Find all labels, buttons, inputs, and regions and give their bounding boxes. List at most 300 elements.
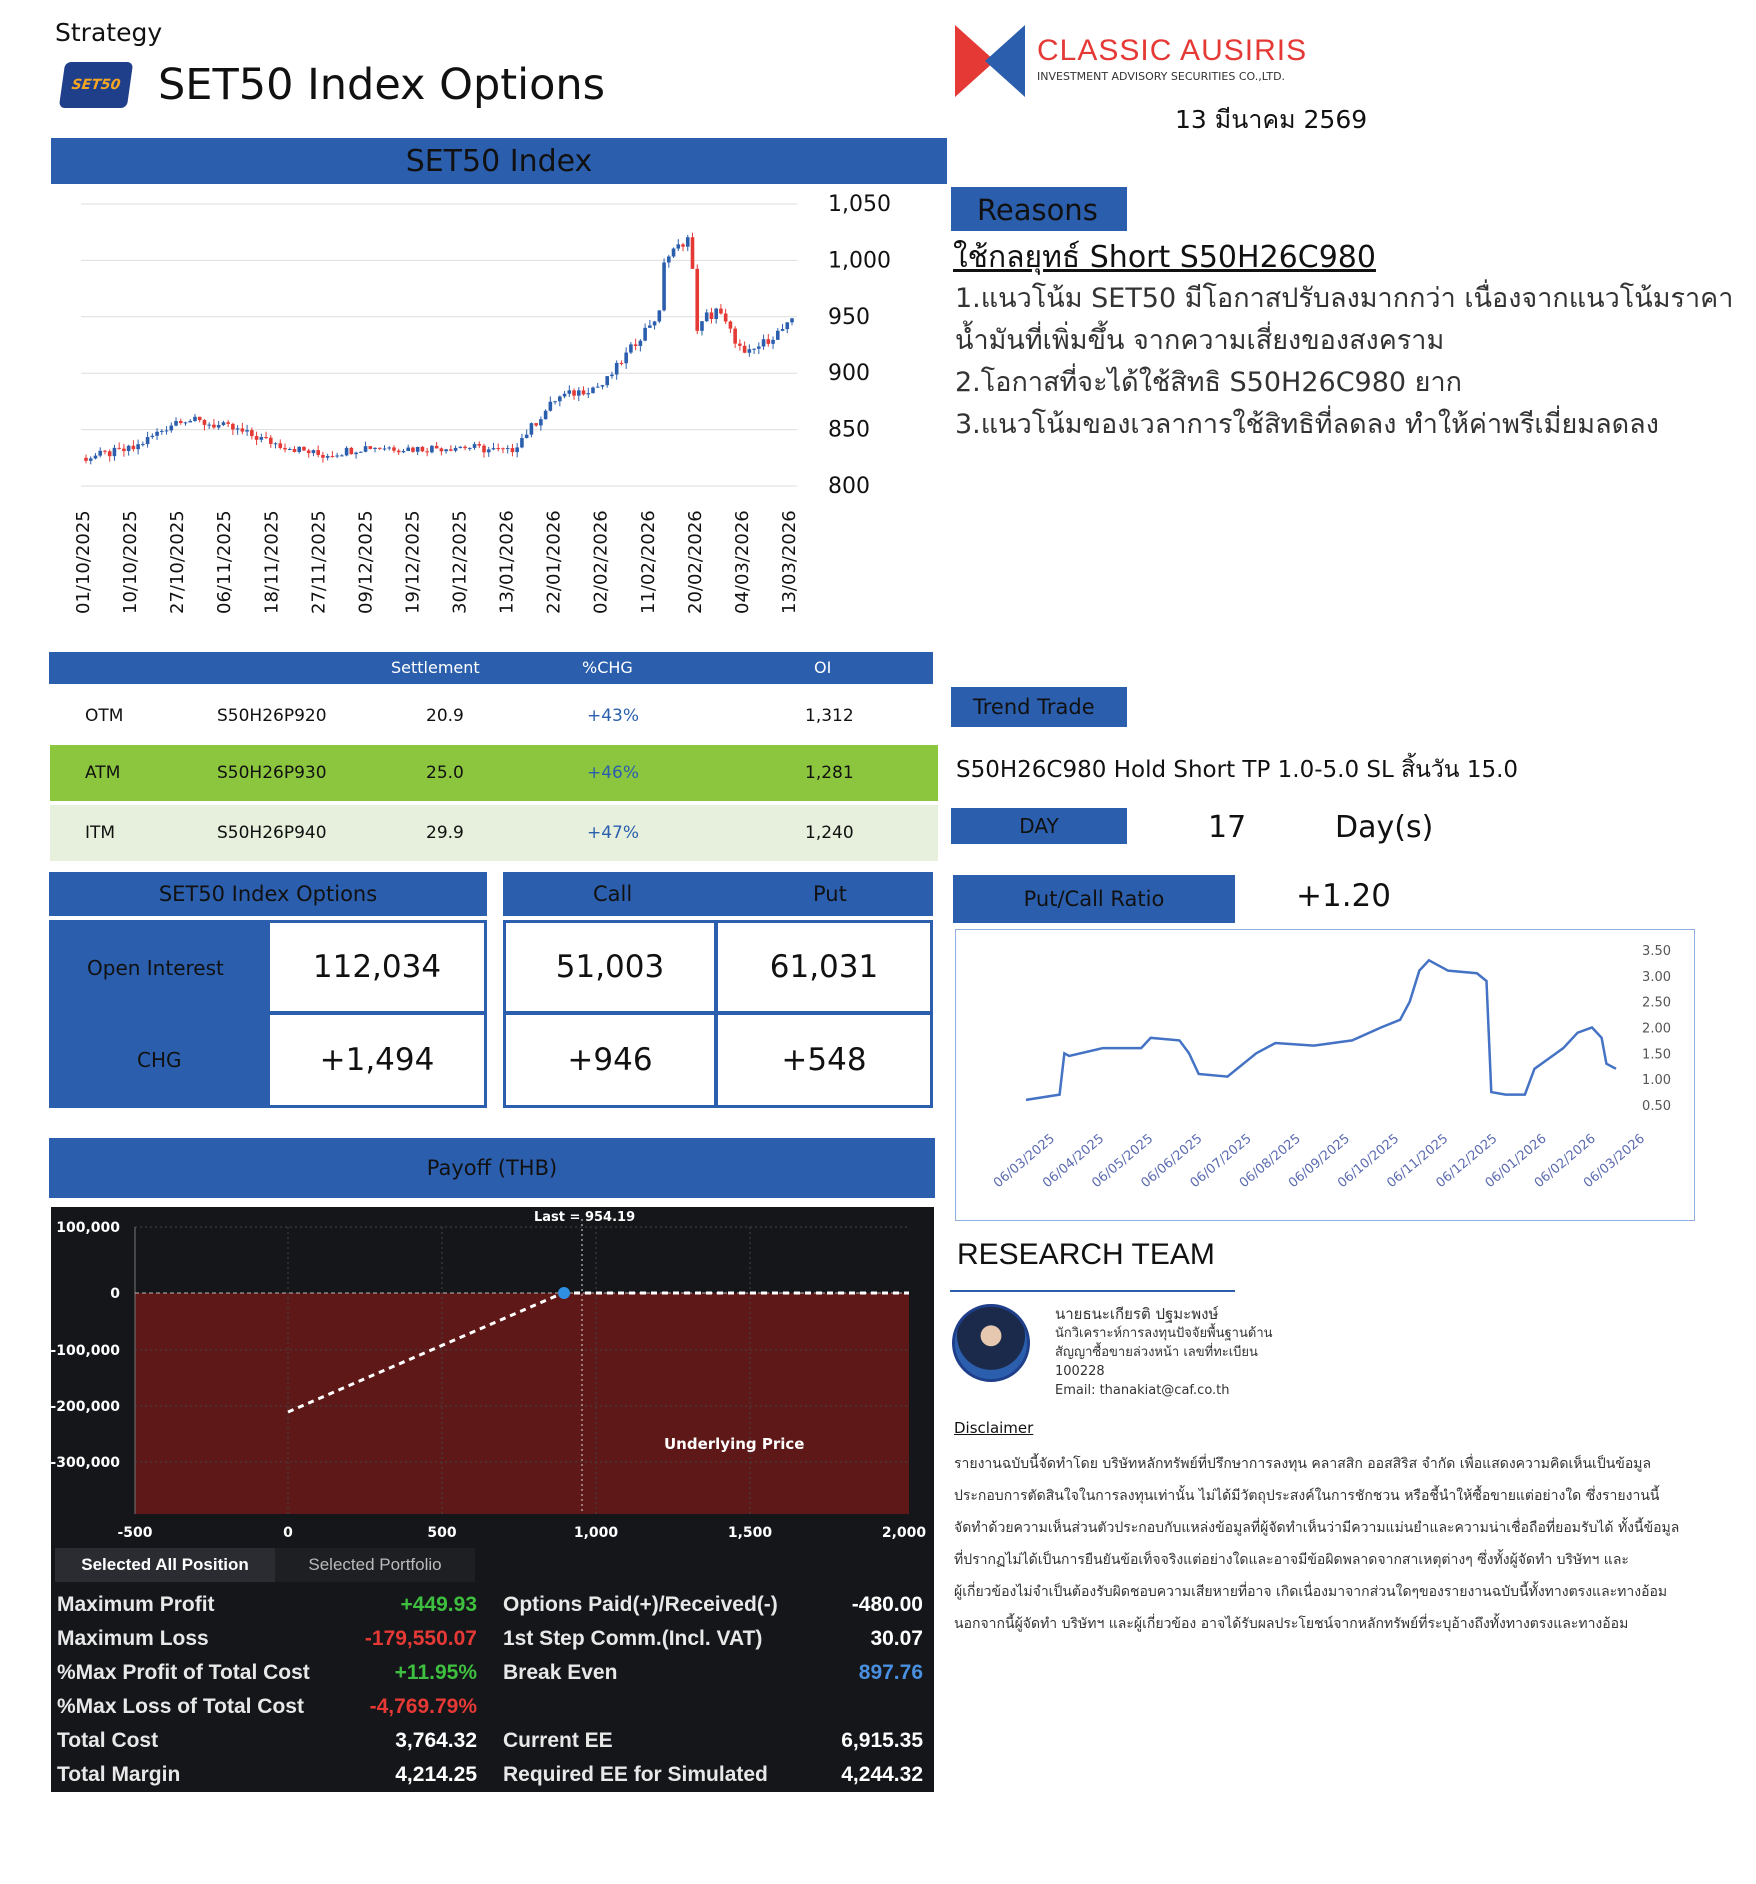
index-ytick: 900 bbox=[828, 361, 870, 387]
index-candle bbox=[193, 417, 197, 421]
index-candle bbox=[463, 447, 467, 448]
pcr-xtick: 06/08/2025 bbox=[1236, 1131, 1304, 1192]
index-candle bbox=[383, 448, 387, 449]
call-label: Call bbox=[593, 882, 633, 906]
index-candle bbox=[350, 448, 354, 454]
index-candle bbox=[762, 339, 766, 346]
call-chg-value: +946 bbox=[503, 1012, 717, 1108]
index-candle bbox=[648, 325, 652, 327]
page-title: SET50 Index Options bbox=[158, 60, 606, 110]
payoff-ytick: -300,000 bbox=[51, 1455, 120, 1471]
payoff-ytick: 100,000 bbox=[56, 1220, 120, 1236]
index-candle bbox=[610, 375, 614, 377]
open-interest-label: Open Interest bbox=[87, 956, 224, 980]
index-candle bbox=[160, 431, 164, 432]
index-candle bbox=[122, 449, 126, 451]
total-oi-chg-value: +1,494 bbox=[267, 1012, 487, 1108]
reasons-title: Reasons bbox=[977, 193, 1098, 227]
payoff-ytick: -200,000 bbox=[51, 1399, 120, 1415]
analyst-reg: 100228 bbox=[1055, 1364, 1105, 1379]
index-candle bbox=[250, 430, 254, 436]
payoff-stat-value: +449.93 bbox=[400, 1593, 477, 1616]
payoff-xtick: 2,000 bbox=[881, 1525, 927, 1541]
index-candle bbox=[643, 328, 647, 341]
index-candle bbox=[435, 446, 439, 449]
index-candle bbox=[335, 455, 339, 456]
index-candle bbox=[492, 448, 496, 449]
oi-section-title: SET50 Index Options bbox=[158, 882, 378, 906]
index-candle bbox=[444, 449, 448, 451]
index-candle bbox=[421, 447, 425, 451]
index-candle bbox=[738, 344, 742, 346]
index-candle bbox=[359, 452, 363, 453]
index-candle bbox=[634, 344, 638, 346]
index-candle bbox=[515, 447, 519, 452]
index-candle bbox=[174, 421, 178, 426]
payoff-stat-label: Current EE bbox=[503, 1729, 613, 1752]
analyst-email: Email: thanakiat@caf.co.th bbox=[1055, 1383, 1230, 1398]
index-candle bbox=[790, 318, 794, 322]
index-candle bbox=[241, 428, 245, 431]
pcr-xtick: 06/05/2025 bbox=[1089, 1131, 1157, 1192]
index-candle bbox=[364, 446, 368, 452]
index-xtick: 10/10/2025 bbox=[120, 510, 142, 614]
index-candle bbox=[482, 446, 486, 453]
analyst-name: นายธนะเกียรติ ปฐมะพงษ์ bbox=[1055, 1305, 1219, 1323]
index-candle bbox=[94, 456, 98, 459]
index-candle bbox=[549, 402, 553, 411]
index-candle bbox=[184, 422, 188, 423]
index-candle bbox=[724, 314, 728, 322]
index-candle bbox=[748, 349, 752, 353]
pcr-xtick: 06/06/2025 bbox=[1138, 1131, 1206, 1192]
company-name: CLASSIC AUSIRIS bbox=[1037, 34, 1308, 67]
index-candle bbox=[127, 446, 131, 451]
col-settlement: Settlement bbox=[391, 658, 480, 677]
index-candle bbox=[179, 421, 183, 423]
company-subtitle: INVESTMENT ADVISORY SECURITIES CO.,LTD. bbox=[1037, 70, 1286, 83]
index-candle bbox=[169, 426, 173, 431]
index-candle bbox=[108, 451, 112, 456]
index-candle bbox=[236, 428, 240, 429]
disclaimer-line: รายงานฉบับนี้จัดทำโดย บริษัทหลักทรัพย์ที่ปรึกษาการลงทุน คลาสสิก ออสสิริส จำกัด เพื่อแสดงความคิดเห็นเป็นข้อมูล bbox=[954, 1456, 1652, 1472]
index-candle bbox=[113, 448, 117, 456]
index-candle bbox=[245, 430, 249, 431]
index-candle bbox=[207, 425, 211, 426]
research-divider bbox=[950, 1290, 1235, 1292]
index-candle bbox=[217, 425, 221, 427]
index-candle bbox=[226, 422, 230, 424]
reason-line: 3.แนวโน้มของเวลาการใช้สิทธิที่ลดลง ทำให้ค่าพรีเมี่ยมลดลง bbox=[955, 409, 1659, 440]
index-candle bbox=[506, 448, 510, 449]
reason-line: 2.โอกาสที่จะได้ใช้สิทธิ S50H26C980 ยาก bbox=[955, 367, 1463, 398]
trend-trade-header bbox=[951, 687, 1127, 727]
index-candle bbox=[662, 262, 666, 310]
index-candle bbox=[297, 447, 301, 452]
index-candle bbox=[255, 436, 259, 440]
index-xtick: 01/10/2025 bbox=[73, 510, 94, 614]
payoff-stat-label: Break Even bbox=[503, 1661, 618, 1684]
index-xtick: 11/02/2026 bbox=[637, 510, 659, 614]
index-candle bbox=[312, 450, 316, 453]
payoff-stat-label: %Max Profit of Total Cost bbox=[57, 1661, 310, 1684]
index-xtick: 02/02/2026 bbox=[590, 510, 612, 614]
index-xtick: 27/10/2025 bbox=[167, 510, 189, 614]
row-label: ITM bbox=[85, 823, 116, 843]
index-candle bbox=[440, 448, 444, 451]
pcr-xtick: 06/12/2025 bbox=[1433, 1131, 1501, 1192]
index-candle bbox=[293, 449, 297, 452]
payoff-stat-value: -179,550.07 bbox=[364, 1627, 477, 1650]
row-series: S50H26P930 bbox=[217, 763, 327, 783]
payoff-xtick: 500 bbox=[427, 1525, 457, 1541]
payoff-title: Payoff (THB) bbox=[426, 1156, 558, 1180]
index-ytick: 850 bbox=[828, 417, 870, 443]
index-candle bbox=[278, 443, 282, 448]
set50-index-chart bbox=[51, 184, 951, 634]
payoff-stat-value: +11.95% bbox=[394, 1661, 477, 1684]
index-candle bbox=[757, 346, 761, 348]
index-candle bbox=[487, 449, 491, 452]
index-candle bbox=[468, 448, 472, 449]
disclaimer-line: จัดทำด้วยความเห็นส่วนตัวประกอบกับแหล่งข้อมูลที่ผู้จัดทำเห็นว่ามีความแม่นยำและความน่าเชื่อถือที่ยอมรับได้ ทั้งนี้ข้อมูล bbox=[954, 1520, 1680, 1536]
index-candle bbox=[425, 451, 429, 452]
payoff-stat-label: %Max Loss of Total Cost bbox=[57, 1695, 304, 1718]
row-settlement: 25.0 bbox=[426, 763, 464, 783]
days-value: 17 bbox=[1208, 810, 1247, 845]
payoff-stat-label: 1st Step Comm.(Incl. VAT) bbox=[503, 1627, 763, 1650]
research-team-title: RESEARCH TEAM bbox=[957, 1238, 1215, 1271]
pcr-xtick: 06/09/2025 bbox=[1285, 1131, 1353, 1192]
disclaimer-line: ประกอบการตัดสินใจในการลงทุนเท่านั้น ไม่ได้มีวัตถุประสงค์ในการชักชวน หรือชี้นำให้ซื้อขายแต่อย่างใด ซึ่งรายงานนี้ bbox=[954, 1488, 1660, 1504]
index-candle bbox=[577, 390, 581, 395]
index-candle bbox=[496, 448, 500, 449]
reason-line: 1.แนวโน้ม SET50 มีโอกาสปรับลงมากกว่า เนื่องจากแนวโน้มราคา bbox=[955, 283, 1734, 314]
index-candle bbox=[553, 401, 557, 402]
index-candle bbox=[274, 443, 278, 444]
index-candle bbox=[743, 346, 747, 353]
payoff-chart bbox=[51, 1207, 934, 1577]
index-candle bbox=[117, 448, 121, 449]
tab-label: Selected Portfolio bbox=[308, 1555, 442, 1574]
index-ytick: 1,050 bbox=[828, 192, 891, 217]
index-candle bbox=[264, 437, 268, 438]
index-candle bbox=[449, 449, 453, 450]
payoff-stat-label: Total Margin bbox=[57, 1763, 181, 1786]
payoff-stat-value: -480.00 bbox=[851, 1593, 923, 1616]
row-series: S50H26P940 bbox=[217, 823, 327, 843]
index-candle bbox=[326, 456, 330, 458]
row-label: OTM bbox=[85, 706, 124, 726]
index-candle bbox=[477, 444, 481, 446]
index-candle bbox=[141, 444, 145, 445]
pcr-xtick: 06/03/2025 bbox=[990, 1131, 1058, 1192]
payoff-xtick: -500 bbox=[117, 1525, 153, 1541]
trend-trade-text: S50H26C980 Hold Short TP 1.0-5.0 SL สิ้นวัน 15.0 bbox=[956, 757, 1519, 783]
index-candle bbox=[307, 450, 311, 453]
index-candle bbox=[601, 385, 605, 386]
index-candle bbox=[691, 237, 695, 269]
index-candle bbox=[373, 448, 377, 449]
index-candle bbox=[354, 453, 358, 455]
index-xtick: 13/03/2026 bbox=[779, 510, 800, 614]
payoff-xtick: 1,000 bbox=[573, 1525, 619, 1541]
row-oi: 1,240 bbox=[805, 823, 854, 843]
index-candle bbox=[596, 387, 600, 388]
index-candle bbox=[539, 419, 543, 425]
index-candle bbox=[676, 244, 680, 248]
put-chg-value: +548 bbox=[715, 1012, 933, 1108]
index-candle bbox=[767, 339, 771, 344]
disclaimer-line: นอกจากนี้ผู้จัดทำ บริษัทฯ และผู้เกี่ยวข้อง อาจได้รับผลประโยชน์จากหลักทรัพย์ที่ระบุอ้างถึงทั้งทางตรงและทางอ้อม bbox=[954, 1616, 1629, 1632]
payoff-stat-value: 3,764.32 bbox=[395, 1729, 477, 1752]
day-header bbox=[951, 808, 1127, 844]
payoff-stat-label: Options Paid(+)/Received(-) bbox=[503, 1593, 778, 1616]
index-candle bbox=[430, 446, 434, 452]
index-candle bbox=[411, 448, 415, 452]
index-candle bbox=[89, 458, 93, 460]
pcr-ytick: 1.50 bbox=[1642, 1047, 1671, 1063]
index-candle bbox=[98, 451, 102, 456]
index-candle bbox=[212, 425, 216, 428]
row-settlement: 29.9 bbox=[426, 823, 464, 843]
trend-trade-title: Trend Trade bbox=[973, 695, 1095, 719]
index-xtick: 27/11/2025 bbox=[308, 510, 330, 614]
oi-label-column bbox=[49, 920, 269, 1108]
index-candle bbox=[586, 393, 590, 394]
index-candle bbox=[705, 312, 709, 321]
row-chg: +43% bbox=[587, 706, 640, 726]
row-series: S50H26P920 bbox=[217, 706, 327, 726]
index-candle bbox=[260, 437, 264, 440]
index-candle bbox=[155, 432, 159, 436]
index-candle bbox=[501, 448, 505, 449]
index-candle bbox=[454, 448, 458, 451]
tab-label: Selected All Position bbox=[81, 1555, 249, 1574]
disclaimer-line: ที่ปรากฏไม่ได้เป็นการยืนยันข้อเท็จจริงแต่อย่างใดและอาจมีข้อผิดพลาดจากสาเหตุต่างๆ ซึ่งทั้งผู้จัดทำ บริษัทฯ และ bbox=[954, 1552, 1629, 1568]
index-candle bbox=[340, 455, 344, 456]
index-chart-title: SET50 Index bbox=[405, 143, 593, 179]
company-logo-mark bbox=[955, 25, 1025, 97]
payoff-last-label: Last = 954.19 bbox=[534, 1210, 636, 1225]
disclaimer-body bbox=[954, 1448, 1744, 1640]
pcr-ytick: 0.50 bbox=[1642, 1099, 1671, 1114]
row-oi: 1,281 bbox=[805, 763, 854, 783]
index-xtick: 30/12/2025 bbox=[449, 510, 471, 614]
reasons-list bbox=[955, 278, 1745, 446]
index-candle bbox=[416, 447, 420, 452]
index-candle bbox=[639, 341, 643, 346]
index-candle bbox=[136, 444, 140, 449]
index-ytick: 1,000 bbox=[828, 248, 891, 274]
day-label: DAY bbox=[1019, 814, 1059, 838]
index-candle bbox=[710, 312, 714, 319]
payoff-stat-value: 4,214.25 bbox=[395, 1763, 477, 1786]
index-candle bbox=[591, 388, 595, 394]
index-ytick: 800 bbox=[828, 474, 870, 499]
payoff-ytick: 0 bbox=[110, 1286, 120, 1302]
payoff-stat-label: Total Cost bbox=[57, 1729, 159, 1752]
pcr-value: +1.20 bbox=[1296, 878, 1391, 914]
index-candle bbox=[368, 446, 372, 449]
pcr-xtick: 06/01/2026 bbox=[1482, 1131, 1550, 1192]
pcr-ytick: 2.00 bbox=[1642, 1021, 1671, 1037]
analyst-role: นักวิเคราะห์การลงทุนปัจจัยพื้นฐานด้าน bbox=[1055, 1326, 1273, 1341]
index-candle bbox=[302, 447, 306, 451]
index-candle bbox=[714, 309, 718, 319]
index-candle bbox=[686, 237, 690, 246]
pcr-xtick: 06/02/2026 bbox=[1531, 1131, 1599, 1192]
row-settlement: 20.9 bbox=[426, 706, 464, 726]
payoff-stat-value: 897.76 bbox=[858, 1661, 923, 1684]
index-candle bbox=[392, 447, 396, 450]
index-candle bbox=[695, 269, 699, 331]
analyst-role: สัญญาซื้อขายล่วงหน้า เลขที่ทะเบียน bbox=[1055, 1345, 1258, 1360]
index-candle bbox=[615, 363, 619, 375]
index-candle bbox=[544, 411, 548, 419]
index-candle bbox=[558, 396, 562, 401]
index-candle bbox=[781, 329, 785, 331]
pcr-label: Put/Call Ratio bbox=[1023, 887, 1165, 911]
analyst-avatar bbox=[952, 1304, 1030, 1382]
index-candle bbox=[719, 309, 723, 314]
index-candle bbox=[203, 420, 207, 425]
pcr-xtick: 06/07/2025 bbox=[1187, 1131, 1255, 1192]
index-candle bbox=[572, 390, 576, 395]
payoff-stat-label: Maximum Profit bbox=[57, 1593, 215, 1616]
pcr-ytick: 2.50 bbox=[1642, 995, 1671, 1011]
tab-selected-all-position[interactable] bbox=[55, 1548, 275, 1582]
index-candle bbox=[316, 450, 320, 455]
oi-section-header bbox=[49, 872, 487, 916]
index-candle bbox=[188, 421, 192, 422]
index-candle bbox=[653, 321, 657, 325]
index-candle bbox=[700, 321, 704, 331]
pcr-ytick: 3.00 bbox=[1642, 969, 1671, 985]
index-xtick: 20/02/2026 bbox=[684, 510, 706, 614]
index-candle bbox=[729, 322, 733, 329]
index-candle bbox=[151, 436, 155, 437]
pcr-xtick: 06/03/2026 bbox=[1580, 1131, 1648, 1192]
index-candle bbox=[568, 390, 572, 393]
index-chart-header bbox=[51, 138, 947, 184]
index-candle bbox=[752, 349, 756, 350]
total-oi-value: 112,034 bbox=[267, 920, 487, 1014]
index-candle bbox=[288, 449, 292, 450]
payoff-xtick: 1,500 bbox=[727, 1525, 773, 1541]
index-candle bbox=[582, 390, 586, 394]
payoff-stat-value: 30.07 bbox=[870, 1627, 923, 1650]
payoff-underlying-label: Underlying Price bbox=[664, 1435, 805, 1453]
index-candle bbox=[776, 331, 780, 340]
option-table-header bbox=[49, 652, 933, 684]
index-candle bbox=[624, 353, 628, 364]
row-oi: 1,312 bbox=[805, 706, 854, 726]
row-chg: +46% bbox=[587, 763, 640, 783]
payoff-xtick: 0 bbox=[283, 1525, 293, 1541]
reasons-strategy: ใช้กลยุทธ์ Short S50H26C980 bbox=[953, 240, 1376, 275]
report-date: 13 มีนาคม 2569 bbox=[1175, 105, 1368, 134]
pcr-series-line bbox=[1026, 960, 1616, 1100]
option-row bbox=[50, 805, 938, 861]
index-candle bbox=[534, 423, 538, 425]
payoff-ytick: -100,000 bbox=[51, 1343, 120, 1359]
index-candle bbox=[198, 417, 202, 420]
index-candle bbox=[733, 329, 737, 344]
col-oi: OI bbox=[814, 658, 832, 677]
payoff-panel bbox=[51, 1207, 934, 1792]
index-candle bbox=[402, 451, 406, 452]
index-candle bbox=[672, 249, 676, 257]
tab-selected-portfolio[interactable] bbox=[275, 1548, 475, 1582]
index-candle bbox=[283, 448, 287, 450]
pcr-ytick: 3.50 bbox=[1642, 944, 1671, 959]
put-label: Put bbox=[813, 882, 847, 906]
pcr-ytick: 1.00 bbox=[1642, 1073, 1671, 1089]
index-candle bbox=[269, 438, 273, 444]
index-candle bbox=[605, 376, 609, 385]
index-candle bbox=[681, 244, 685, 246]
payoff-stat-value: -4,769.79% bbox=[369, 1695, 477, 1718]
index-xtick: 13/01/2026 bbox=[496, 510, 518, 614]
index-candle bbox=[525, 435, 529, 438]
pcr-xtick: 06/11/2025 bbox=[1384, 1131, 1452, 1192]
payoff-stat-label: Maximum Loss bbox=[57, 1627, 209, 1650]
index-xtick: 18/11/2025 bbox=[261, 510, 283, 614]
index-candle bbox=[165, 430, 169, 431]
option-row bbox=[50, 688, 938, 744]
index-xtick: 09/12/2025 bbox=[355, 510, 377, 614]
index-candle bbox=[563, 394, 567, 397]
index-candle bbox=[620, 363, 624, 364]
index-candle bbox=[84, 458, 88, 461]
index-candle bbox=[667, 256, 671, 262]
payoff-stat-label: Required EE for Simulated bbox=[503, 1763, 768, 1786]
oi-chg-label: CHG bbox=[137, 1048, 182, 1072]
reason-line: น้ำมันที่เพิ่มขึ้น จากความเสี่ยงของสงคราม bbox=[955, 325, 1445, 356]
pcr-xtick: 06/10/2025 bbox=[1335, 1131, 1403, 1192]
index-xtick: 22/01/2026 bbox=[543, 510, 565, 614]
index-candle bbox=[520, 438, 524, 447]
index-candle bbox=[530, 423, 534, 434]
put-oi-value: 61,031 bbox=[715, 920, 933, 1014]
disclaimer-line: ผู้เกี่ยวข้องไม่จำเป็นต้องรับผิดชอบความเสียหายที่อาจ เกิดเนื่องมาจากส่วนใดๆของรายงานฉบับนี้ทั้งทางตรงและทางอ้อม bbox=[954, 1584, 1668, 1600]
index-candle bbox=[785, 322, 789, 329]
disclaimer-title: Disclaimer bbox=[954, 1419, 1034, 1437]
reasons-header bbox=[951, 187, 1127, 231]
index-candle bbox=[629, 344, 633, 352]
index-candle bbox=[406, 448, 410, 451]
set50-logo bbox=[59, 62, 133, 108]
index-candle bbox=[345, 448, 349, 455]
index-candle bbox=[387, 447, 391, 448]
index-xtick: 06/11/2025 bbox=[214, 510, 236, 614]
analyst-info bbox=[1055, 1305, 1273, 1400]
strategy-label: Strategy bbox=[55, 18, 163, 47]
set50-logo-text: SET50 bbox=[70, 77, 122, 93]
pcr-header bbox=[953, 875, 1235, 923]
row-label: ATM bbox=[85, 763, 121, 783]
index-candle bbox=[378, 448, 382, 449]
index-candle bbox=[331, 456, 335, 457]
index-candle bbox=[146, 437, 150, 444]
days-unit: Day(s) bbox=[1335, 810, 1434, 845]
payoff-stat-value: 4,244.32 bbox=[841, 1763, 923, 1786]
index-candle bbox=[511, 448, 515, 452]
pcr-xtick: 06/04/2025 bbox=[1040, 1131, 1108, 1192]
index-candle bbox=[658, 310, 662, 321]
index-candle bbox=[771, 340, 775, 344]
